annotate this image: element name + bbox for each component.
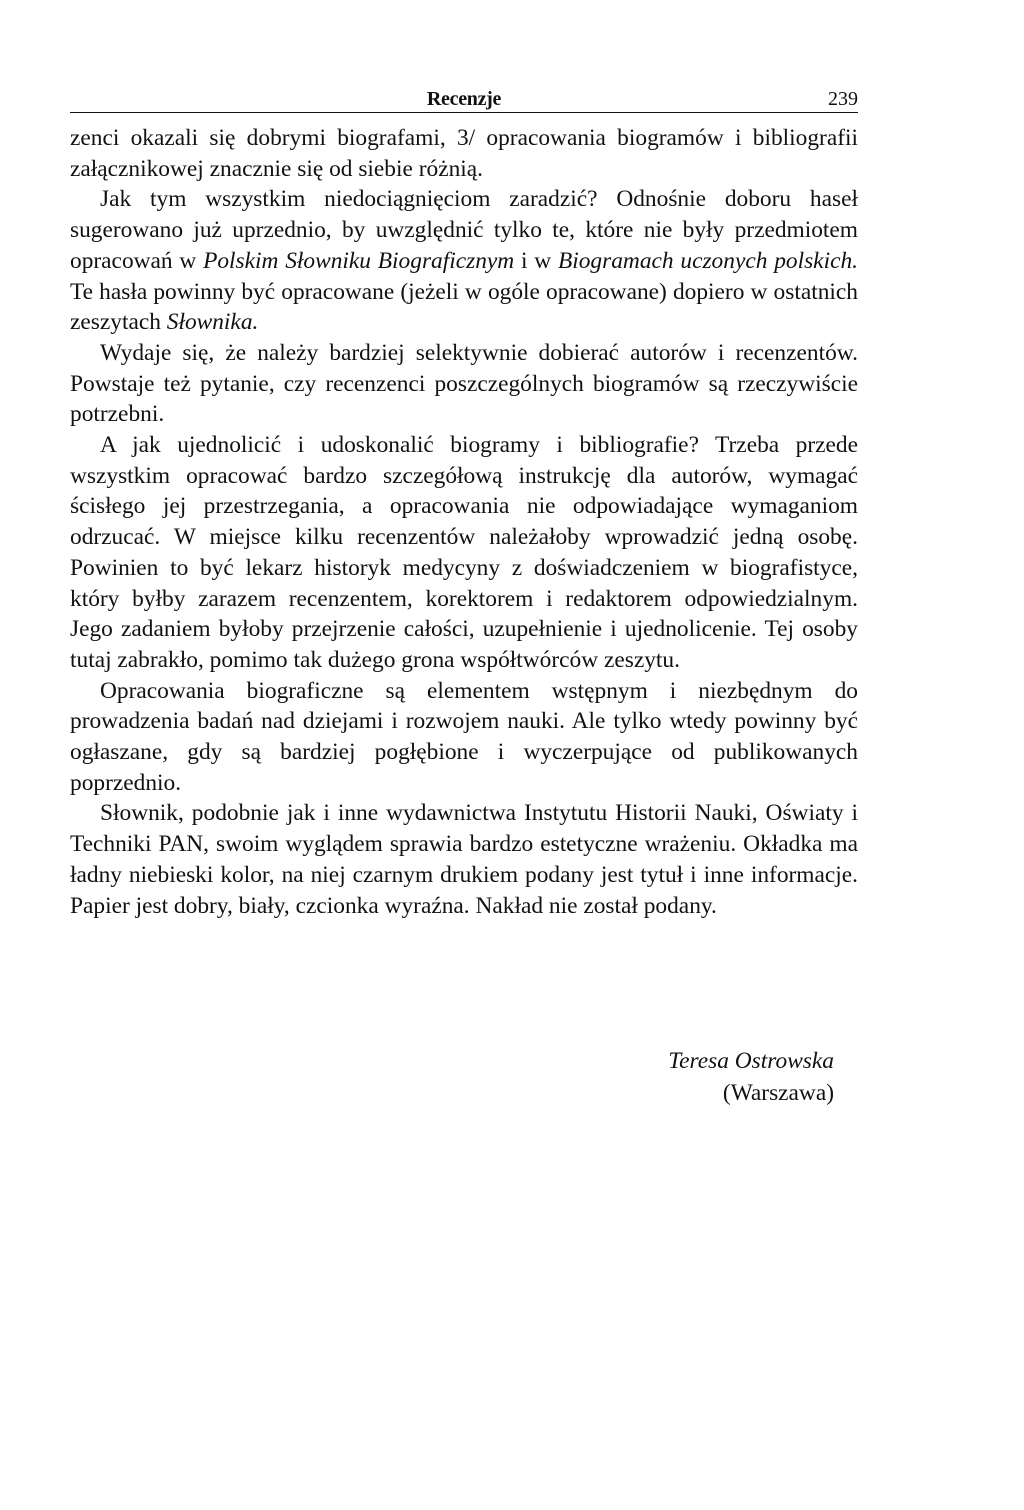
paragraph xyxy=(70,676,858,799)
text-segment: Te hasła powinny być opracowane (jeżeli w ogóle opracowane) dopiero w ostatnich zeszytach xyxy=(70,278,858,336)
text-segment: Jak tym wszystkim niedociągnięciom zaradzić? Odnośnie doboru haseł sugerowano już uprzednio, by uwzględnić tylko te, które nie były przedmiotem opracowań w xyxy=(70,186,858,274)
book-title-italic: Biogramach uczonych polskich. xyxy=(557,247,858,274)
paragraph xyxy=(70,184,858,338)
author-signature xyxy=(668,1045,834,1109)
text-segment: A jak ujednolicić i udoskonalić biogramy i bibliografie? Trzeba przede wszystkim opracować bardzo szczegółową instrukcję dla autorów, wymagać ścisłego jej przestrzegania, a opracowania nie odpowiadające wymaganiom odrzucać. W miejsce kilku recenzentów należałoby wprowadzić jedną osobę. Powinien to być lekarz historyk medycyny z doświadczeniem w biografistyce, który byłby zarazem recenzentem, korektorem i redaktorem odpowiedzialnym. Jego zadaniem byłoby przejrzenie całości, uzupełnienie i ujednolicenie. Tej osoby tutaj zabrakło, pomimo tak dużego grona współtwórców zeszytu. xyxy=(70,432,858,673)
text-segment: Wydaje się, że należy bardziej selektywnie dobierać autorów i recenzentów. Powstaje też pytanie, czy recenzenci poszczególnych biogramów są rzeczywiście potrzebni. xyxy=(70,339,858,428)
document-page xyxy=(70,86,858,921)
author-city: (Warszawa) xyxy=(722,1080,834,1106)
page-number: 239 xyxy=(828,88,858,110)
text-segment: Opracowania biograficzne są elementem wstępnym i niezbędnym do prowadzenia badań nad dziejami i rozwojem nauki. Ale tylko wtedy powinny być ogłaszane, gdy są bardziej pogłębione i wyczerpujące od publikowanych poprzednio. xyxy=(70,677,858,796)
paragraph xyxy=(70,798,858,921)
body-text xyxy=(70,123,858,921)
paragraph xyxy=(70,123,858,184)
text-segment: Słownik, podobnie jak i inne wydawnictwa Instytutu Historii Nauki, Oświaty i Techniki PAN, swoim wyglądem sprawia bardzo estetyczne wrażeniu. Okładka ma ładny niebieski kolor, na niej czarnym drukiem podany jest tytuł i inne informacje. Papier jest dobry, biały, czcionka wyraźna. Nakład nie został podany. xyxy=(70,800,858,919)
book-title-italic: Polskim Słowniku Biograficznym xyxy=(203,247,515,274)
running-header xyxy=(70,86,858,113)
paragraph xyxy=(70,430,858,676)
text-segment: i w xyxy=(514,247,558,274)
book-title-italic: Słownika. xyxy=(166,309,259,336)
text-segment: zenci okazali się dobrymi biografami, 3/ opracowania biogramów i bibliografii załącznikowej znacznie się od siebie różnią. xyxy=(70,125,858,182)
paragraph xyxy=(70,338,858,430)
author-name: Teresa Ostrowska xyxy=(668,1048,834,1074)
section-title: Recenzje xyxy=(426,88,502,110)
